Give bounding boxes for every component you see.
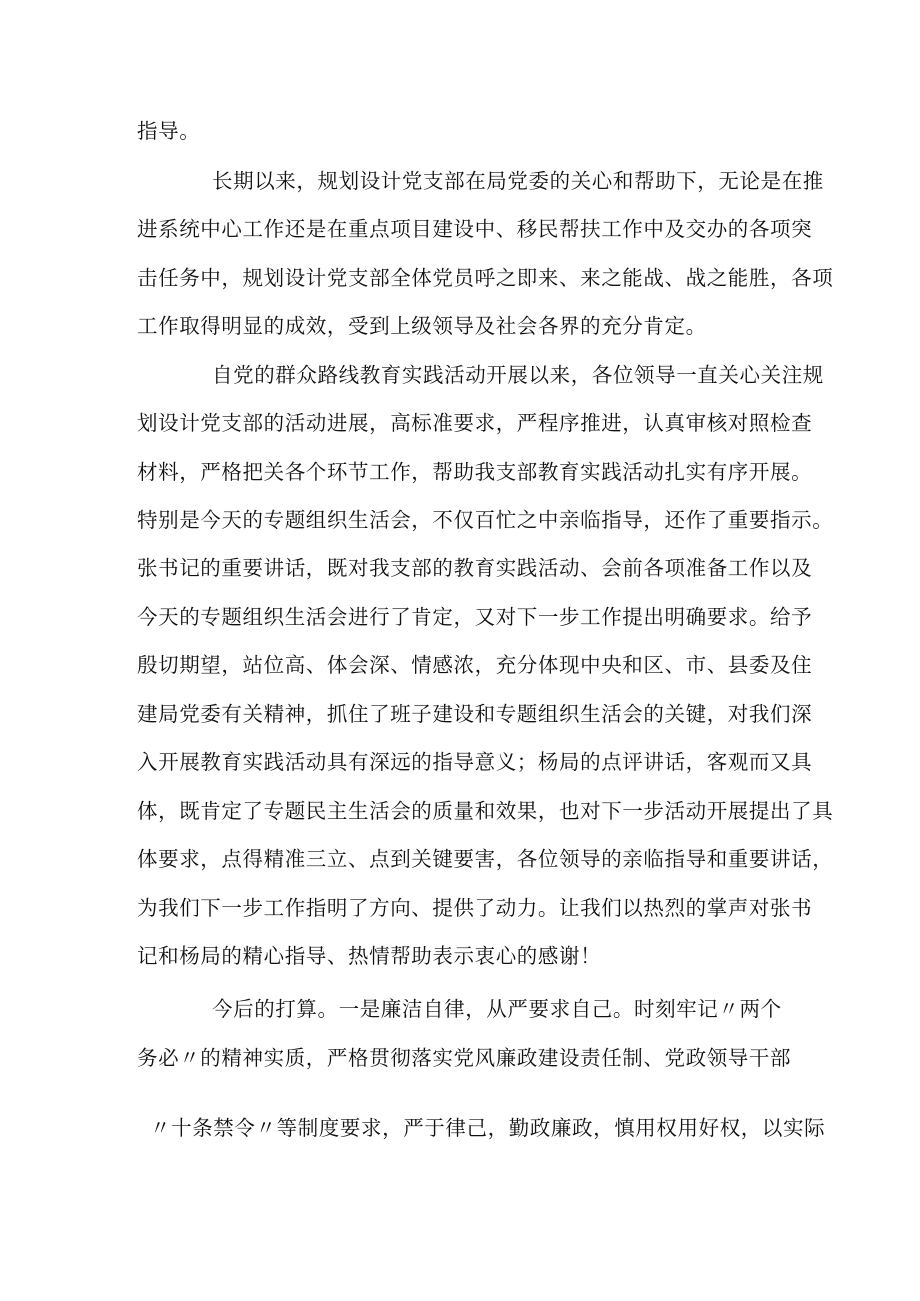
text-line: 务必〃的精神实质，严格贯彻落实党风廉政建设责任制、党政领导干部 [137,1046,792,1070]
text-line: 记和杨局的精心指导、热情帮助表示衷心的感谢！ [137,944,602,968]
text-line: 进系统中心工作还是在重点项目建设中、移民帮扶工作中及交办的各项突 [137,217,813,241]
text-line: 今天的专题组织生活会进行了肯定，又对下一步工作提出明确要求。给予 [137,605,813,629]
paragraph-first-line: 今后的打算。一是廉洁自律，从严要求自己。时刻牢记〃两个 [212,997,782,1021]
text-line: 殷切期望，站位高、体会深、情感浓，充分体现中央和区、市、县委及住 [137,653,813,677]
text-line: 建局党委有关精神，抓住了班子建设和专题组织生活会的关键，对我们深 [137,702,813,726]
text-line: 体要求，点得精准三立、点到关键要害，各位领导的亲临指导和重要讲话， [137,847,834,871]
paragraph-first-line: 长期以来，规划设计党支部在局党委的关心和帮助下，无论是在推 [212,169,824,193]
paragraph-first-line: 自党的群众路线教育实践活动开展以来，各位领导一直关心关注规 [212,363,824,387]
text-line: 材料，严格把关各个环节工作，帮助我支部教育实践活动扎实有序开展。 [137,460,813,484]
text-line: 为我们下一步工作指明了方向、提供了动力。让我们以热烈的掌声对张书 [137,896,813,920]
text-line: 入开展教育实践活动具有深远的指导意义；杨局的点评讲话，客观而又具 [137,750,813,774]
text-line: 击任务中，规划设计党支部全体党员呼之即来、来之能战、战之能胜，各项 [137,266,834,290]
text-line: 张书记的重要讲话，既对我支部的教育实践活动、会前各项准备工作以及 [137,556,813,580]
text-line: 特别是今天的专题组织生活会，不仅百忙之中亲临指导，还作了重要指示。 [137,508,834,532]
text-line: 〃十条禁令〃等制度要求，严于律己，勤政廉政，慎用权用好权，以实际 [150,1116,826,1140]
text-line: 指导。 [137,119,201,143]
text-line: 工作取得明显的成效，受到上级领导及社会各界的充分肯定。 [137,314,707,338]
text-line: 划设计党支部的活动进展，高标准要求，严程序推进，认真审核对照检查 [137,411,813,435]
text-line: 体，既肯定了专题民主生活会的质量和效果，也对下一步活动开展提出了具 [137,799,834,823]
